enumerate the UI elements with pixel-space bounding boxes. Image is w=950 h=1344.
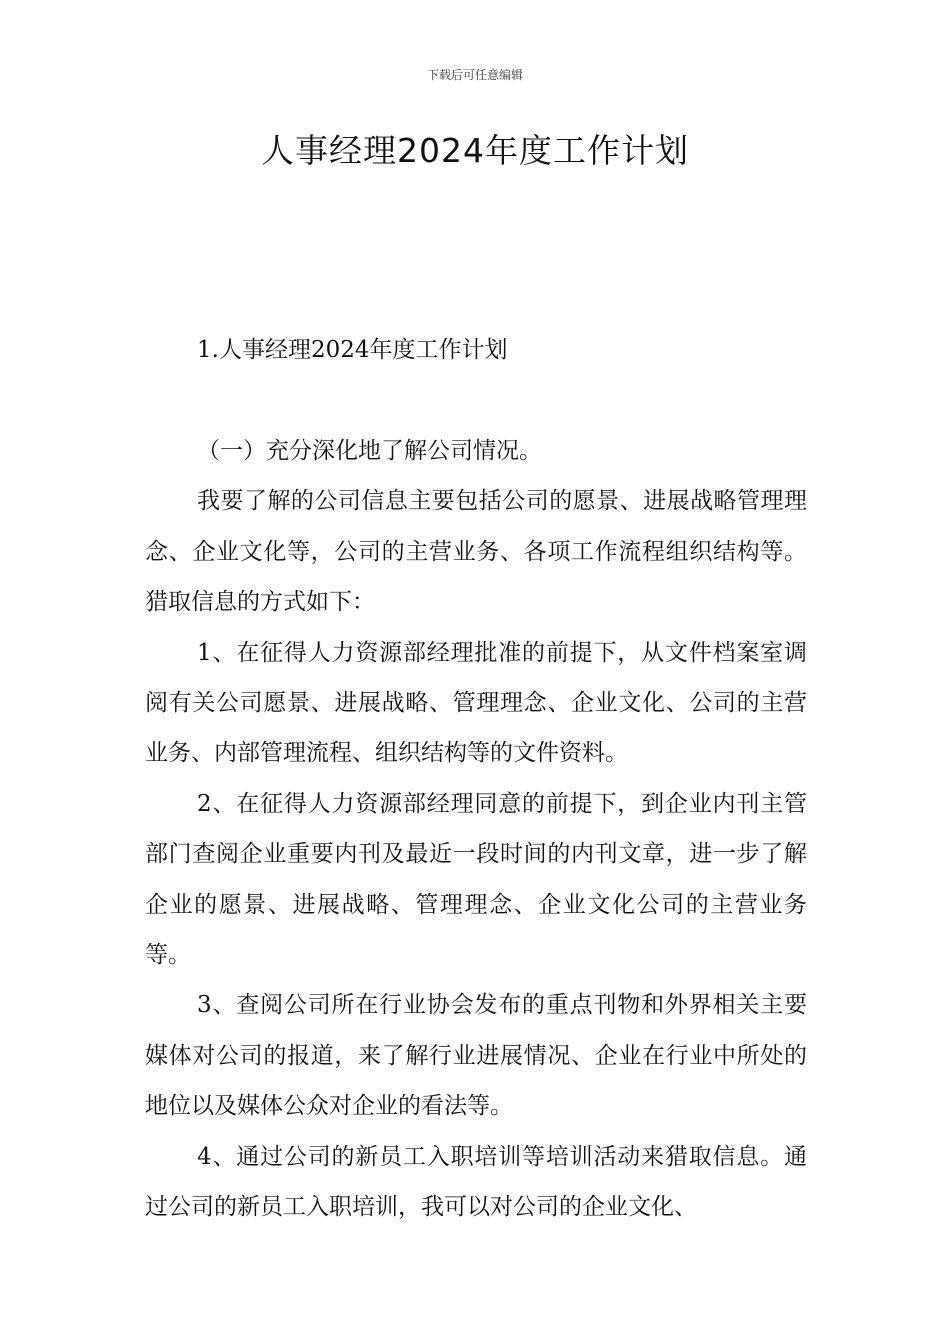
document-body xyxy=(145,426,807,1233)
body-paragraph: 4、通过公司的新员工入职培训等培训活动来猎取信息。通过公司的新员工入职培训，我可以对公司的企业文化、 xyxy=(145,1143,807,1221)
document-title: 人事经理2024年度工作计划 xyxy=(261,131,689,170)
sub-heading-paragraph: （一）充分深化地了解公司情况。 xyxy=(197,438,542,464)
page-header-note: 下载后可任意编辑 xyxy=(426,68,523,82)
body-paragraph: 2、在征得人力资源部经理同意的前提下，到企业内刊主管部门查阅企业重要内刊及最近一段时间的内刊文章，进一步了解企业的愿景、进展战略、管理理念、企业文化公司的主营业务等。 xyxy=(145,790,807,969)
body-paragraph: 3、查阅公司所在行业协会发布的重点刊物和外界相关主要媒体对公司的报道，来了解行业进展情况、企业在行业中所处的地位以及媒体公众对企业的看法等。 xyxy=(145,992,807,1120)
body-paragraph: 我要了解的公司信息主要包括公司的愿景、进展战略管理理念、企业文化等，公司的主营业务、各项工作流程组织结构等。猎取信息的方式如下： xyxy=(145,488,807,616)
body-paragraph: 1、在征得人力资源部经理批准的前提下，从文件档案室调阅有关公司愿景、进展战略、管理理念、企业文化、公司的主营业务、内部管理流程、组织结构等的文件资料。 xyxy=(145,639,807,767)
section-heading: 1.人事经理2024年度工作计划 xyxy=(197,337,508,363)
